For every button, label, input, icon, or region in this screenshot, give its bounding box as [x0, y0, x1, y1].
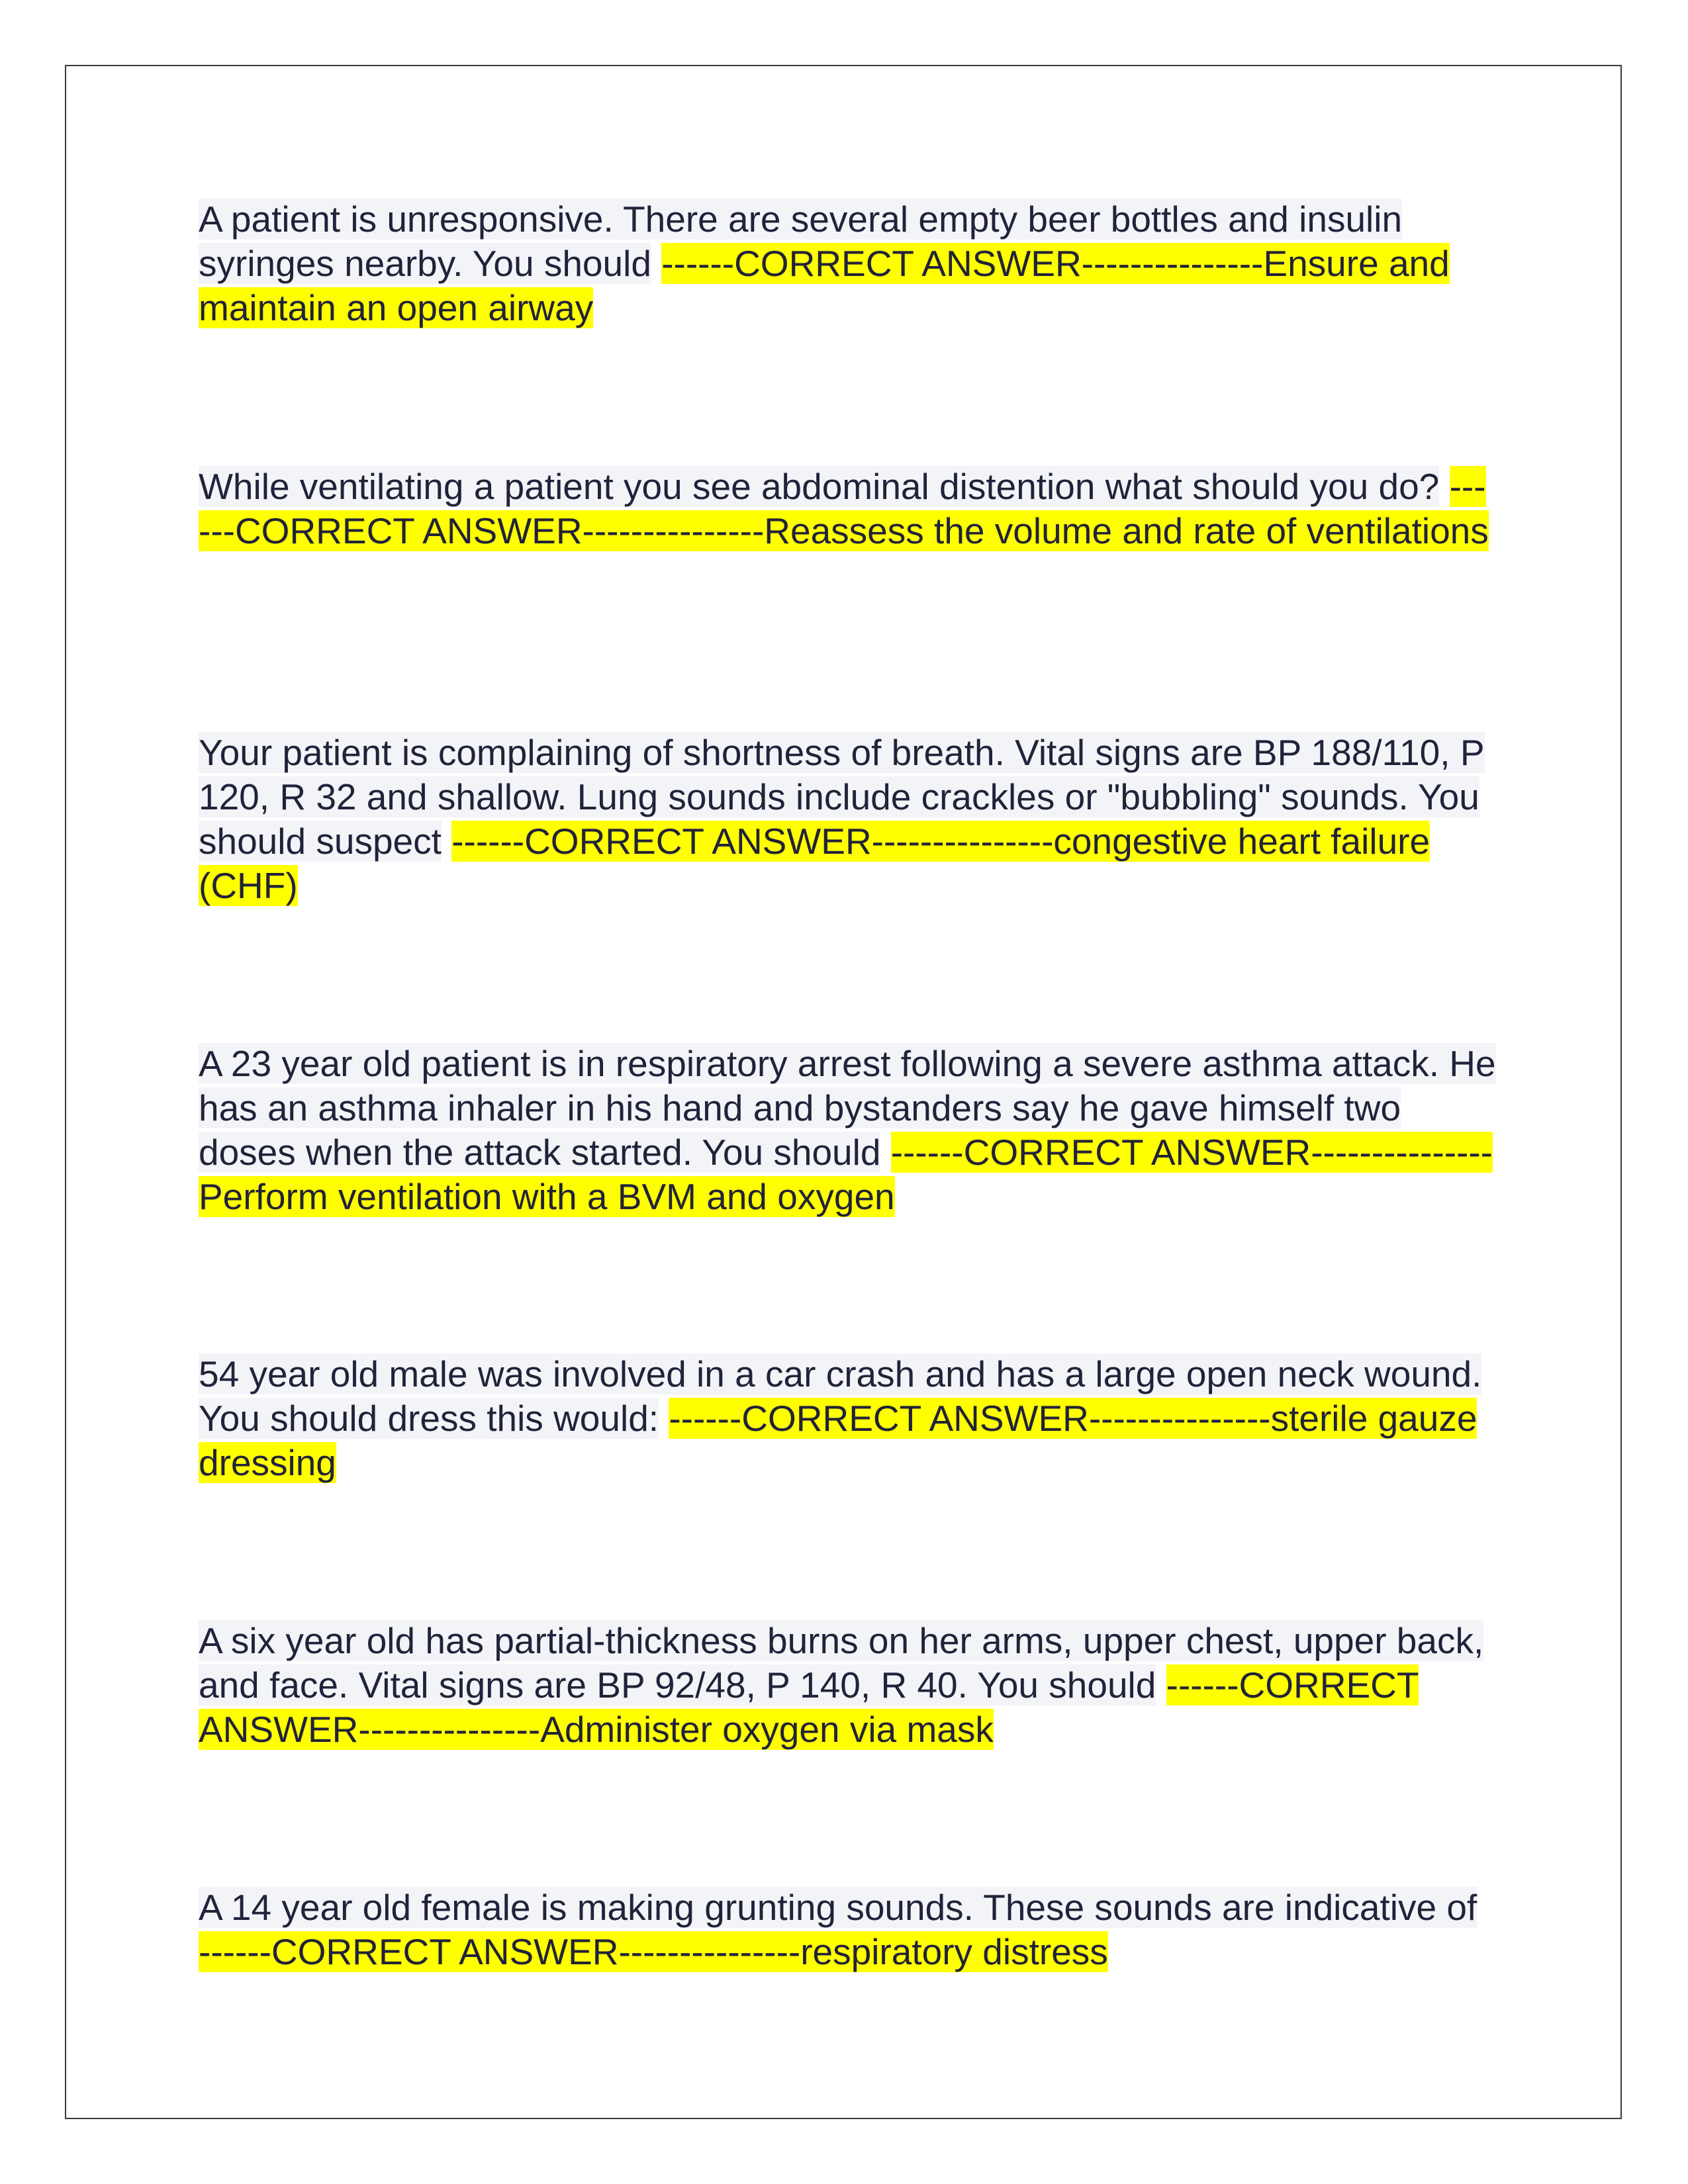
answer-highlight: ------CORRECT ANSWER---------------Ensure and maintain an open airway: [199, 243, 1450, 328]
qa-item-1: [199, 197, 1496, 330]
qa-item-7: [199, 1886, 1496, 1974]
answer-highlight: ------CORRECT ANSWER---------------Administer oxygen via mask: [199, 1664, 1419, 1750]
question-text: 54 year old male was involved in a car crash and has a large open neck wound. You should dress this would:: [199, 1353, 1482, 1439]
qa-item-6: [199, 1619, 1496, 1752]
qa-item-4: [199, 1042, 1496, 1219]
qa-item-5: [199, 1352, 1496, 1485]
answer-highlight: ------CORRECT ANSWER---------------Perform ventilation with a BVM and oxygen: [199, 1132, 1493, 1217]
answer-highlight: ------CORRECT ANSWER---------------Reassess the volume and rate of ventilations: [199, 466, 1489, 551]
answer-highlight: ------CORRECT ANSWER---------------congestive heart failure (CHF): [199, 821, 1430, 906]
question-text: A 14 year old female is making grunting sounds. These sounds are indicative of: [199, 1887, 1477, 1928]
question-text: A six year old has partial-thickness burns on her arms, upper chest, upper back, and face. Vital signs are BP 92/48, P 140, R 40. You should: [199, 1620, 1484, 1706]
answer-highlight: ------CORRECT ANSWER---------------sterile gauze dressing: [199, 1398, 1477, 1483]
question-text: While ventilating a patient you see abdominal distention what should you do?: [199, 466, 1440, 507]
qa-item-3: [199, 731, 1496, 908]
question-text: A 23 year old patient is in respiratory arrest following a severe asthma attack. He has an asthma inhaler in his hand and bystanders say he gave himself two doses when the attack started. You should: [199, 1043, 1496, 1173]
qa-item-2: [199, 465, 1496, 553]
answer-highlight: ------CORRECT ANSWER---------------respiratory distress: [199, 1931, 1108, 1972]
question-text: A patient is unresponsive. There are several empty beer bottles and insulin syringes nearby. You should: [199, 199, 1403, 284]
question-text: Your patient is complaining of shortness of breath. Vital signs are BP 188/110, P 120, R 32 and shallow. Lung sounds include crackles or "bubbling" sounds. You should suspect: [199, 732, 1485, 862]
